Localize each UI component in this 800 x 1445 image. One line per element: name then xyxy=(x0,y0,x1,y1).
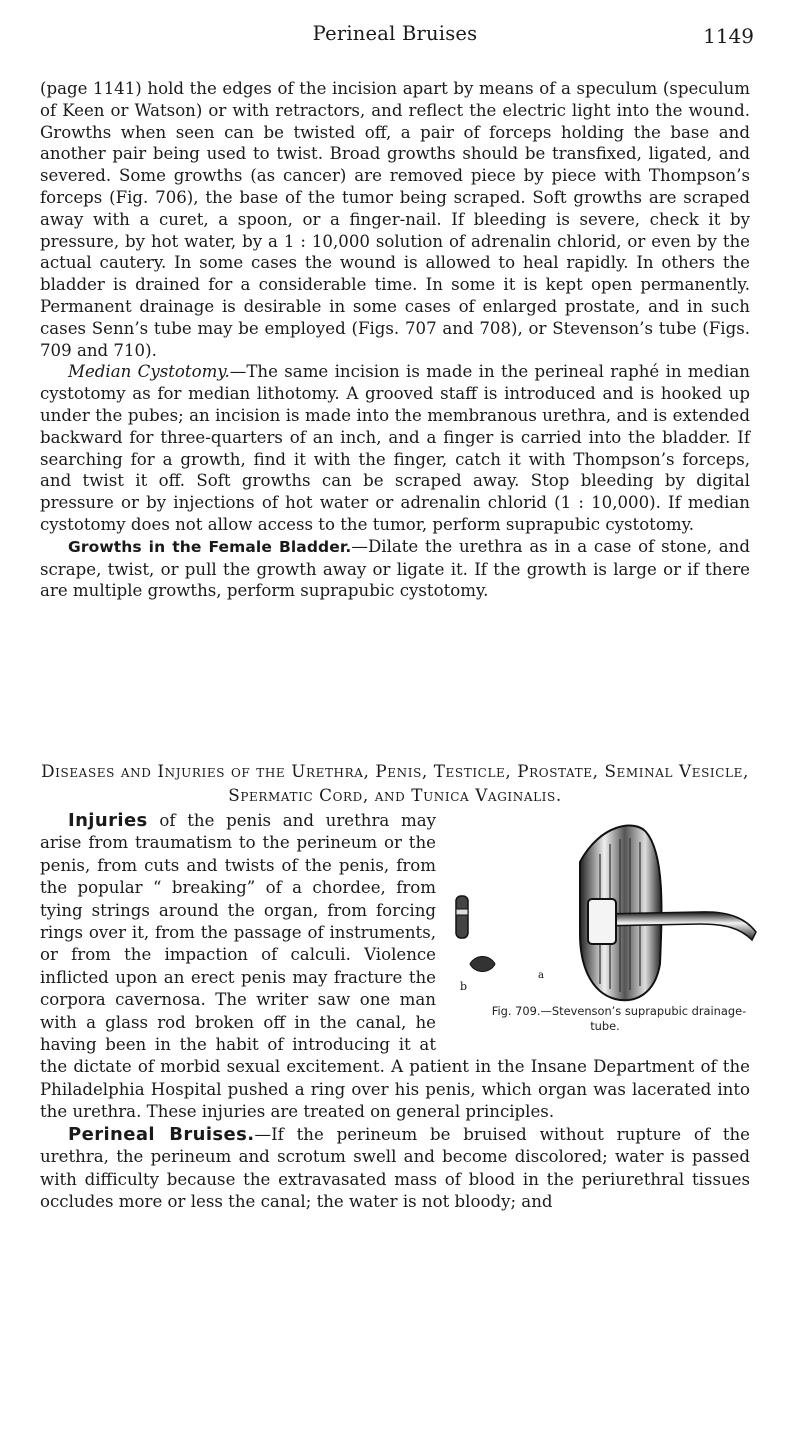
figure-709 xyxy=(450,814,760,1037)
paragraph-text: —The same incision is made in the perineal raphé in median cystotomy as for median lithotomy. A grooved staff is introduced and is hooked up under the pubes; an incision is made into the membranous urethra, and is extended backward for three-quarters of an inch, and a finger is carried into the bladder. If searching for a growth, find it with the finger, catch it with Thompson’s forceps, and twist it off. Soft growths can be scraped away. Stop bleeding by digital pressure or by injections of hot water or adrenalin chlorid (1 : 10,000). If median cystotomy does not allow access to the tumor, perform suprapubic cystotomy. xyxy=(40,362,750,534)
small-piece xyxy=(470,957,495,972)
running-head xyxy=(40,14,754,54)
injuries-block xyxy=(40,810,750,1213)
section-heading: Diseases and Injuries of the Urethra, Penis, Testicle, Prostate, Seminal Vesicle, Spermatic Cord, and Tunica Vaginalis. xyxy=(41,761,749,805)
paragraph-female-bladder xyxy=(40,536,750,602)
figure-caption: Fig. 709.—Stevenson’s suprapubic drainage-tube. xyxy=(491,1004,747,1033)
paragraph-text: (page 1141) hold the edges of the incision apart by means of a speculum (speculum of Keen or Watson) or with retractors, and reflect the electric light into the wound. Growths when seen can be twisted off, a pair of forceps holding the base and another pair being used to twist. Broad growths should be transfixed, ligated, and severed. Some growths (as cancer) are removed piece by piece with Thompson’s forceps (Fig. 706), the base of the tumor being scraped. Soft growths are scraped away with a curet, a spoon, or a finger-nail. If bleeding is severe, check it by pressure, by hot water, by a 1 : 10,000 solution of adrenalin chlorid, or even by the actual cautery. In some cases the wound is allowed to heal rapidly. In others the bladder is drained for a considerable time. In some it is kept open permanently. Permanent drainage is desirable in some cases of enlarged prostate, and in such cases Senn’s tube may be employed (Figs. 707 and 708), or Stevenson’s tube (Figs. 709 and 710). xyxy=(40,79,750,360)
cap-b xyxy=(456,896,468,938)
paragraph-speculum xyxy=(40,78,750,361)
paragraph-text: of the penis and urethra may arise from traumatism to the perineum or the penis, from cuts and twists of the penis, from the popular “ breaking” of a chordee, from tying strings around the organ, from forcing rings over it, from the passage of instruments, or from the impaction of calculi. Violence inflicted upon an erect penis may fracture the corpora cavernosa. The writer saw one man with a glass rod broken off in the canal, he having been in the habit of introducing it at the dictate of morbid sexual excitement. A patient in the Insane Department of the Philadelphia Hospital pushed a ring over his penis, which organ was lacerated into the urethra. These injuries are treated on general principles. xyxy=(40,811,750,1122)
female-bladder-heading: Growths in the Female Bladder. xyxy=(68,537,352,556)
paragraph-injuries xyxy=(40,810,750,1124)
cap-b-band xyxy=(456,909,468,915)
label-a: a xyxy=(538,970,544,981)
drainage-tube-illustration xyxy=(450,814,760,1004)
page xyxy=(40,0,754,1445)
injuries-heading: Injuries xyxy=(68,810,148,831)
page-number: 1149 xyxy=(703,24,754,48)
paragraph-text: —If the perineum be bruised without rupture of the urethra, the perineum and scrotum swell and become discolored; water is passed with difficulty because the extravasated mass of blood in the periurethral tissues occludes more or less the canal; the water is not bloody; and xyxy=(40,1124,750,1211)
inner-cylinder xyxy=(588,899,616,944)
paragraph-perineal-bruises xyxy=(40,1124,750,1214)
paragraph-median-cystotomy xyxy=(40,361,750,535)
body-text xyxy=(40,78,750,602)
perineal-bruises-heading: Perineal Bruises. xyxy=(68,1123,255,1145)
running-title: Perineal Bruises xyxy=(312,22,478,45)
label-b: b xyxy=(460,980,468,993)
paragraph-text: —Dilate the urethra as in a case of stone, and scrape, twist, or pull the growth away or ligate it. If the growth is large or if there are multiple growths, perform suprapubic cystotomy. xyxy=(40,536,750,601)
median-cystotomy-heading: Median Cystotomy. xyxy=(68,362,230,382)
